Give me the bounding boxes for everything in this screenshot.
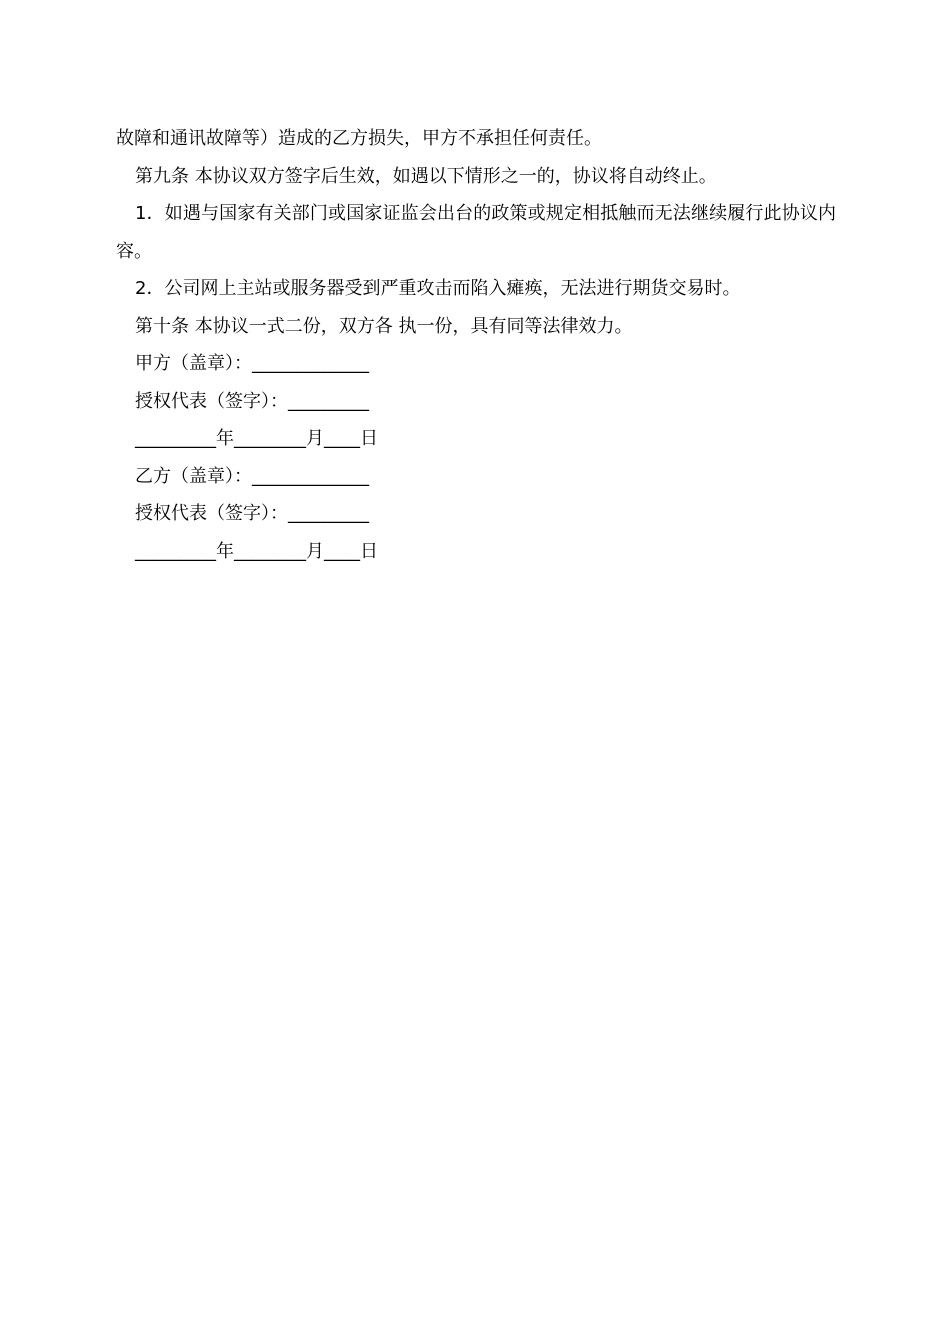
party-b-date-line: _________年________月____日: [135, 540, 378, 562]
paragraph-continuation: 故障和通讯故障等）造成的乙方损失，甲方不承担任何责任。: [116, 128, 602, 149]
document-body: [116, 120, 836, 570]
article-9: 第九条 本协议双方签字后生效，如遇以下情形之一的，协议将自动终止。: [135, 165, 717, 187]
article-10: 第十条 本协议一式二份，双方各 执一份，具有同等法律效力。: [135, 315, 633, 337]
party-a-date-line: _________年________月____日: [135, 428, 378, 449]
article-9-clause-2: 2．公司网上主站或服务器受到严重攻击而陷入瘫痪，无法进行期货交易时。: [135, 278, 741, 299]
article-9-clause-1: 1．如遇与国家有关部门或国家证监会出台的政策或规定相抵触而无法继续履行此协议内容。: [116, 203, 836, 262]
party-a-seal-line: 甲方（盖章）：_____________: [135, 353, 369, 374]
party-b-seal-line: 乙方（盖章）：_____________: [135, 465, 369, 487]
party-b-representative-line: 授权代表（签字）：_________: [135, 503, 369, 524]
party-a-representative-line: 授权代表（签字）：_________: [135, 390, 369, 412]
